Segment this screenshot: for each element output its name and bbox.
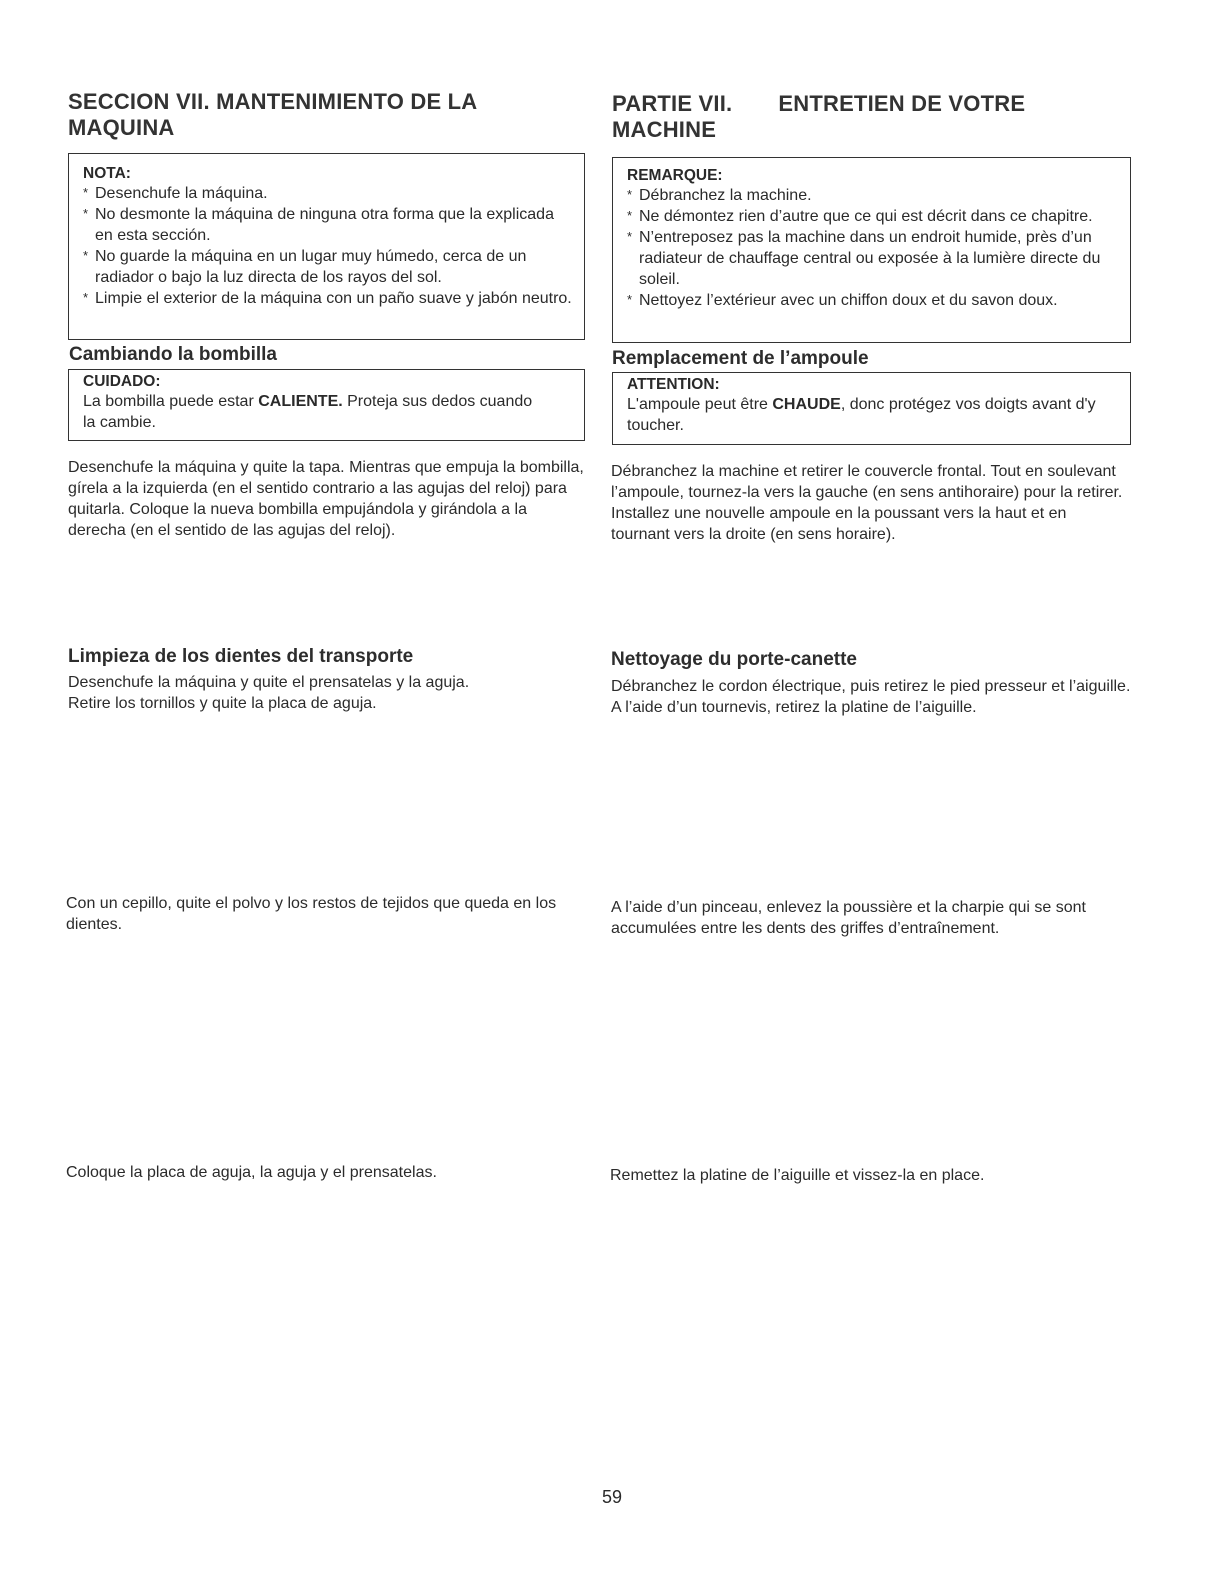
cuidado-text-bold: CALIENTE. [258, 393, 343, 410]
remarque-label: REMARQUE: [627, 167, 723, 184]
french-title-line1 [612, 91, 1132, 117]
nota-label: NOTA: [83, 165, 131, 182]
nota-item: * Desenchufe la máquina. [83, 183, 574, 204]
spanish-title-line1: SECCION VII. MANTENIMIENTO DE LA [68, 89, 478, 114]
remarque-item: * Ne démontez rien d’autre que ce qui est décrit dans ce chapitre. [627, 206, 1120, 227]
page-number: 59 [601, 1487, 623, 1507]
french-remarque-box [612, 157, 1131, 343]
french-attention-box [612, 372, 1131, 445]
nota-item: * No guarde la máquina en un lugar muy húmedo, cerca de un radiador o bajo la luz directa de los rayos del sol. [83, 246, 574, 288]
spanish-section-title [68, 89, 568, 141]
attention-text [627, 394, 1127, 436]
nota-item: * No desmonte la máquina de ninguna otra forma que la explicada en esta sección. [83, 204, 574, 246]
remarque-item: * N’entreposez pas la machine dans un endroit humide, près d’un radiateur de chauffage central ou exposée à la lumière directe du soleil. [627, 227, 1120, 290]
french-feed-text-1: Débranchez le cordon électrique, puis retirez le pied presseur et l’aiguille. [611, 678, 1131, 695]
french-brush-text: A l’aide d’un pinceau, enlevez la poussière et la charpie qui se sont accumulées entre les dents des griffes d’entraînement. [611, 899, 1086, 937]
attention-label: ATTENTION: [627, 376, 720, 393]
spanish-feed-text [68, 672, 588, 714]
spanish-nota-box [68, 153, 585, 340]
french-bulb-heading: Remplacement de l’ampoule [612, 348, 869, 369]
spanish-brush-text: Con un cepillo, quite el polvo y los restos de tejidos que queda en los dientes. [66, 895, 557, 933]
spanish-feed-text-2: Retire los tornillos y quite la placa de aguja. [68, 695, 377, 712]
cuidado-text-before: La bombilla puede estar [83, 393, 259, 410]
french-title-rest: ENTRETIEN DE VOTRE [778, 91, 1026, 116]
spanish-feed-heading: Limpieza de los dientes del transporte [68, 646, 414, 667]
french-replace-text: Remettez la platine de l’aiguille et vissez-la en place. [610, 1167, 985, 1184]
nota-item: * Limpie el exterior de la máquina con un paño suave y jabón neutro. [83, 288, 574, 309]
attention-text-bold: CHAUDE [772, 396, 841, 413]
remarque-item: * Débranchez la machine. [627, 185, 1120, 206]
french-title-line2: MACHINE [612, 117, 717, 142]
spanish-bulb-text: Desenchufe la máquina y quite la tapa. Mientras que empuja la bombilla, gírela a la izquierda (en el sentido contrario a las agujas del reloj) para quitarla. Coloque la nueva bombilla empujándola y girándola a la derecha (en el sentido de las agujas del reloj). [68, 459, 584, 539]
spanish-replace-text: Coloque la placa de aguja, la aguja y el prensatelas. [66, 1164, 437, 1181]
french-section-title [612, 91, 1132, 143]
nota-list [83, 183, 574, 309]
attention-text-after: , donc protégez vos doigts avant d'y toucher. [627, 396, 1096, 434]
cuidado-label: CUIDADO: [83, 373, 161, 390]
french-feed-text-2: A l’aide d’un tournevis, retirez la platine de l’aiguille. [611, 699, 977, 716]
french-title-part: PARTIE VII. [612, 91, 733, 116]
spanish-feed-text-1: Desenchufe la máquina y quite el prensatelas y la aguja. [68, 674, 470, 691]
remarque-list [627, 185, 1120, 311]
french-bulb-text: Débranchez la machine et retirer le couvercle frontal. Tout en soulevant l’ampoule, tournez-la vers la gauche (en sens antihoraire) pour la retirer. Installez une nouvelle ampoule en la poussant vers la haut et en tournant vers la droite (en sens horaire). [611, 463, 1123, 543]
attention-text-before: L'ampoule peut être [627, 396, 773, 413]
spanish-bulb-heading: Cambiando la bombilla [69, 344, 277, 365]
cuidado-text [83, 391, 543, 433]
cuidado-text-after: Proteja sus dedos cuando la cambie. [83, 393, 533, 431]
spanish-cuidado-box [68, 369, 585, 441]
french-feed-text [611, 676, 1131, 718]
spanish-title-line2: MAQUINA [68, 115, 175, 140]
french-feed-heading: Nettoyage du porte-canette [611, 649, 857, 670]
remarque-item: * Nettoyez l’extérieur avec un chiffon doux et du savon doux. [627, 290, 1120, 311]
